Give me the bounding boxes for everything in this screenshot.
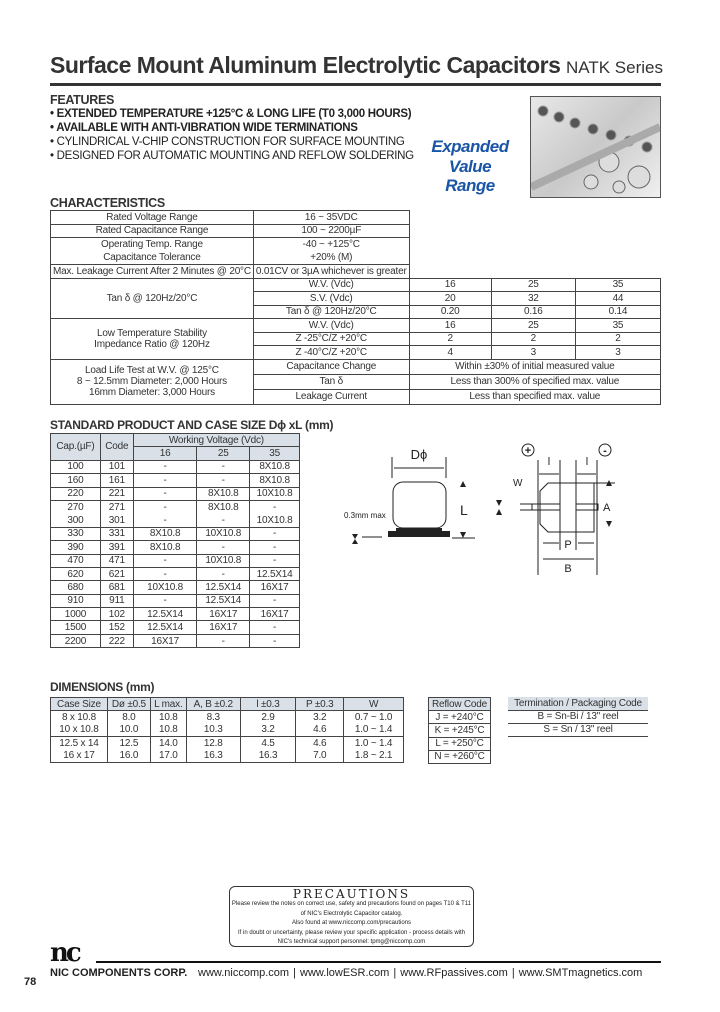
cell: - [250,500,300,513]
cell: - [133,487,197,500]
table-row [51,514,300,527]
cell: 220 [51,487,101,500]
cell: W.V. (Vdc) [253,278,409,292]
cell: B = Sn-Bi / 13" reel [508,710,648,723]
cell: 3 [491,346,575,360]
cell: J = +240°C [429,711,491,724]
table-row [51,487,300,500]
cell: - [250,634,300,647]
cell: Operating Temp. Range [51,238,254,252]
dimension-diagram [320,435,660,585]
table-row [51,527,300,540]
cell: 8X10.8 [197,500,250,513]
cell: 102 [100,608,133,621]
cell: 16 [133,447,197,460]
cell: Tan δ [253,374,409,389]
termination-code-table [508,697,648,737]
cell: 25 [197,447,250,460]
cell: 12.5 [107,737,150,750]
precautions-title: PRECAUTIONS [292,887,411,901]
cell: - [197,514,250,527]
cell: 3 [575,346,660,360]
diameter-label: Dϕ [410,447,428,462]
table-row [51,211,661,225]
cell: 300 [51,514,101,527]
cell: 160 [51,474,101,487]
table-row [51,634,300,647]
header-rule [50,83,661,86]
cell: Case Size [51,698,108,711]
table-row [51,581,300,594]
footer-links[interactable]: www.niccomp.com | www.lowESR.com | www.RFpassives.com | www.SMTmagnetics.com [198,967,643,979]
cell: 20 [409,292,491,306]
cell: Tan δ @ 120Hz/20°C [253,305,409,319]
cell: 0.14 [575,305,660,319]
product-photo [530,96,661,198]
cell: 8 x 10.8 [51,711,108,724]
table-row [51,265,661,279]
cell: 621 [100,567,133,580]
cell: Capacitance Tolerance [51,251,254,265]
cell: 10X10.8 [197,527,250,540]
standard-product-heading: STANDARD PRODUCT AND CASE SIZE Dϕ xL (mm) [50,418,334,432]
dimensions-heading: DIMENSIONS (mm) [50,680,155,694]
cell: 25 [491,319,575,333]
cell: 16X17 [250,608,300,621]
plus-icon: + [524,445,532,457]
page-number: 78 [24,976,37,988]
cell: Cap.(µF) [51,434,101,461]
cell: 1.0 ~ 1.4 [344,737,404,750]
cell: Capacitance Change [253,359,409,374]
cell: 271 [100,500,133,513]
cell: L = +250°C [429,737,491,750]
table-row [51,251,661,265]
precautions-line: of NIC's Electrolytic Capacitor catalog. [300,910,403,917]
text: 8 ~ 12.5mm Diameter: 2,000 Hours [76,376,227,387]
text: Load Life Test at W.V. @ 125°C [85,365,219,376]
table-row [51,238,661,252]
cell: 4.6 [296,724,344,737]
cell: +20% (M) [253,251,409,265]
cell: 911 [100,594,133,607]
series-name: NATK Series [566,58,663,77]
length-label: L [460,502,468,518]
cell: 10.8 [150,724,186,737]
w-label: W [513,478,523,489]
cell: A, B ±0.2 [186,698,240,711]
table-row [429,750,491,763]
cell: Dø ±0.5 [107,698,150,711]
cell: 16 [409,319,491,333]
cell: 10.3 [186,724,240,737]
dimensions-table [50,697,404,763]
feature-item: • AVAILABLE WITH ANTI-VIBRATION WIDE TERMINATIONS [50,122,358,134]
cell: 16 x 17 [51,750,108,763]
table-row [51,500,300,513]
cell: 301 [100,514,133,527]
cell: 12.5X14 [197,581,250,594]
cell: Z -40°C/Z +20°C [253,346,409,360]
cell: 3.2 [240,724,296,737]
cell: 35 [575,319,660,333]
table-row [51,594,300,607]
cell: -40 ~ +125°C [253,238,409,252]
table-row [51,554,300,567]
cell: Tan δ @ 120Hz/20°C [51,278,254,319]
cell: 2.9 [240,711,296,724]
cell: 1500 [51,621,101,634]
cell: 2 [491,332,575,346]
cell: Less than specified max. value [409,389,660,404]
cell: 7.0 [296,750,344,763]
cell: 8X10.8 [250,474,300,487]
table-row [429,711,491,724]
cell: 1000 [51,608,101,621]
standard-product-table [50,433,300,648]
cell: Rated Capacitance Range [51,224,254,238]
cell: l ±0.3 [240,698,296,711]
characteristics-heading: CHARACTERISTICS [50,196,165,210]
cell: - [133,594,197,607]
badge-line: Range [445,176,495,195]
cell: - [197,460,250,473]
table-row [51,567,300,580]
table-row [51,460,300,473]
badge-line: Expanded [431,137,509,156]
table-row [51,750,404,763]
features-heading: FEATURES [50,93,115,107]
cell: 12.5X14 [133,608,197,621]
table-row [51,278,661,292]
cell: 10.0 [107,724,150,737]
cell: 35 [575,278,660,292]
feature-item: • EXTENDED TEMPERATURE +125°C & LONG LIFE (T0 3,000 HOURS) [50,108,412,120]
cell: 330 [51,527,101,540]
cell: 14.0 [150,737,186,750]
table-row [51,474,300,487]
cell: 0.7 ~ 1.0 [344,711,404,724]
cell: 10X10.8 [133,581,197,594]
cell: 3.2 [296,711,344,724]
cell: 12.5 x 14 [51,737,108,750]
cell: - [197,474,250,487]
table-row [51,359,661,374]
cell: 0.01CV or 3µA whichever is greater [253,265,409,279]
cell: 12.5X14 [250,567,300,580]
cell: 16.3 [186,750,240,763]
cell: 16 ~ 35VDC [253,211,409,225]
table-header-row [429,698,491,711]
cell: 12.5X14 [197,594,250,607]
cell: 16X17 [250,581,300,594]
cell: K = +245°C [429,724,491,737]
cell: Less than 300% of specified max. value [409,374,660,389]
table-row [429,724,491,737]
cell: 16X17 [197,608,250,621]
cell: 4.5 [240,737,296,750]
cell: 8.3 [186,711,240,724]
cell: 10.8 [150,711,186,724]
table-row [51,608,300,621]
cell: 17.0 [150,750,186,763]
cell [51,319,254,360]
cell: 681 [100,581,133,594]
cell: 25 [491,278,575,292]
cell: 10X10.8 [250,514,300,527]
cell: Termination / Packaging Code [508,697,648,710]
cell: 4 [409,346,491,360]
cell: 8X10.8 [250,460,300,473]
cell: 331 [100,527,133,540]
l-label: l [547,456,551,468]
cell: 35 [250,447,300,460]
cell: 910 [51,594,101,607]
minus-icon: - [603,445,607,457]
table-row [51,224,661,238]
cell: - [133,474,197,487]
cell: 100 [51,460,101,473]
cell: 10X10.8 [197,554,250,567]
cell: 680 [51,581,101,594]
table-row [51,711,404,724]
nic-logo: nc [50,938,79,968]
cell: 8X10.8 [133,541,197,554]
cell: 8.0 [107,711,150,724]
cell: 2 [409,332,491,346]
feature-item: • CYLINDRICAL V-CHIP CONSTRUCTION FOR SURFACE MOUNTING [50,136,405,148]
cell: Code [100,434,133,461]
table-row [51,724,404,737]
cell: - [133,554,197,567]
precautions-box [229,886,474,947]
cell: - [250,527,300,540]
cell: 12.8 [186,737,240,750]
cell: 2200 [51,634,101,647]
text: Impedance Ratio @ 120Hz [94,338,210,350]
cell: L max. [150,698,186,711]
table-header-row [51,698,404,711]
cell: 8X10.8 [197,487,250,500]
table-header-row [51,434,300,447]
text: Low Temperature Stability [97,327,207,339]
table-row [508,723,648,736]
text: 16mm Diameter: 3,000 Hours [88,387,215,398]
cell: 12.5X14 [133,621,197,634]
cell: 391 [100,541,133,554]
cell: 4.6 [296,737,344,750]
b-label: B [564,563,572,575]
expanded-value-badge [420,137,520,196]
cell: 390 [51,541,101,554]
table-row [429,737,491,750]
cell: 8X10.8 [133,527,197,540]
badge-line: Value [448,156,492,176]
table-row [51,737,404,750]
cell: N = +260°C [429,750,491,763]
cell: - [250,554,300,567]
cell: 152 [100,621,133,634]
footer-rule [96,961,661,963]
p-label: P [564,539,572,551]
cell: 16 [409,278,491,292]
cell: 16.0 [107,750,150,763]
cell: Reflow Code [429,698,491,711]
max-label: 0.3mm max [344,511,386,520]
cell: - [133,567,197,580]
cell: W [344,698,404,711]
cell: 222 [100,634,133,647]
cell: 100 ~ 2200µF [253,224,409,238]
cell: 221 [100,487,133,500]
cell: Z -25°C/Z +20°C [253,332,409,346]
capacitors-image [531,97,660,197]
page-title: Surface Mount Aluminum Electrolytic Capacitors [50,52,561,78]
cell: 0.16 [491,305,575,319]
cell: Leakage Current [253,389,409,404]
cell: 1.8 ~ 2.1 [344,750,404,763]
cell: 10X10.8 [250,487,300,500]
a-label: A [603,502,611,514]
features-list [50,107,414,163]
characteristics-table [50,210,661,405]
cell: P ±0.3 [296,698,344,711]
feature-item: • DESIGNED FOR AUTOMATIC MOUNTING AND REFLOW SOLDERING [50,150,414,162]
table-row [508,710,648,723]
cell: 620 [51,567,101,580]
cell: 471 [100,554,133,567]
precautions-line: If in doubt or uncertainty, please review your specific application - process details with [237,929,465,936]
company-name: NIC COMPONENTS CORP. [50,967,188,979]
cell: S = Sn / 13" reel [508,723,648,736]
cell: Within ±30% of initial measured value [409,359,660,374]
table-row [51,319,661,333]
cell: 470 [51,554,101,567]
cell: W.V. (Vdc) [253,319,409,333]
cell: 270 [51,500,101,513]
cell: - [250,541,300,554]
cell: 161 [100,474,133,487]
cell: Working Voltage (Vdc) [133,434,299,447]
cell: - [197,567,250,580]
cell: 32 [491,292,575,306]
reflow-code-table [428,697,491,764]
cell: Rated Voltage Range [51,211,254,225]
cell: 16X17 [197,621,250,634]
cell: Max. Leakage Current After 2 Minutes @ 20°C [51,265,254,279]
cell: 10 x 10.8 [51,724,108,737]
l-label: l [585,456,589,468]
cell [51,359,254,404]
table-row [51,541,300,554]
cell: - [250,621,300,634]
table-row [51,621,300,634]
cell: 16.3 [240,750,296,763]
precautions-line[interactable]: Also found at www.niccomp.com/precautions [291,920,412,926]
cell: - [250,594,300,607]
cell: - [133,514,197,527]
table-header-row [508,697,648,710]
cell: S.V. (Vdc) [253,292,409,306]
cell: - [133,500,197,513]
precautions-line: Please review the notes on correct use, safety and precautions found on pages T10 & T11 [231,901,472,907]
precautions-line[interactable]: NIC's technical support personnel: tpmg@niccomp.com [277,939,426,945]
cell: - [197,541,250,554]
cell: 44 [575,292,660,306]
cell: 2 [575,332,660,346]
cell: 1.0 ~ 1.4 [344,724,404,737]
cell: 101 [100,460,133,473]
cell: 16X17 [133,634,197,647]
cell: 0.20 [409,305,491,319]
cell: - [197,634,250,647]
cell: - [133,460,197,473]
